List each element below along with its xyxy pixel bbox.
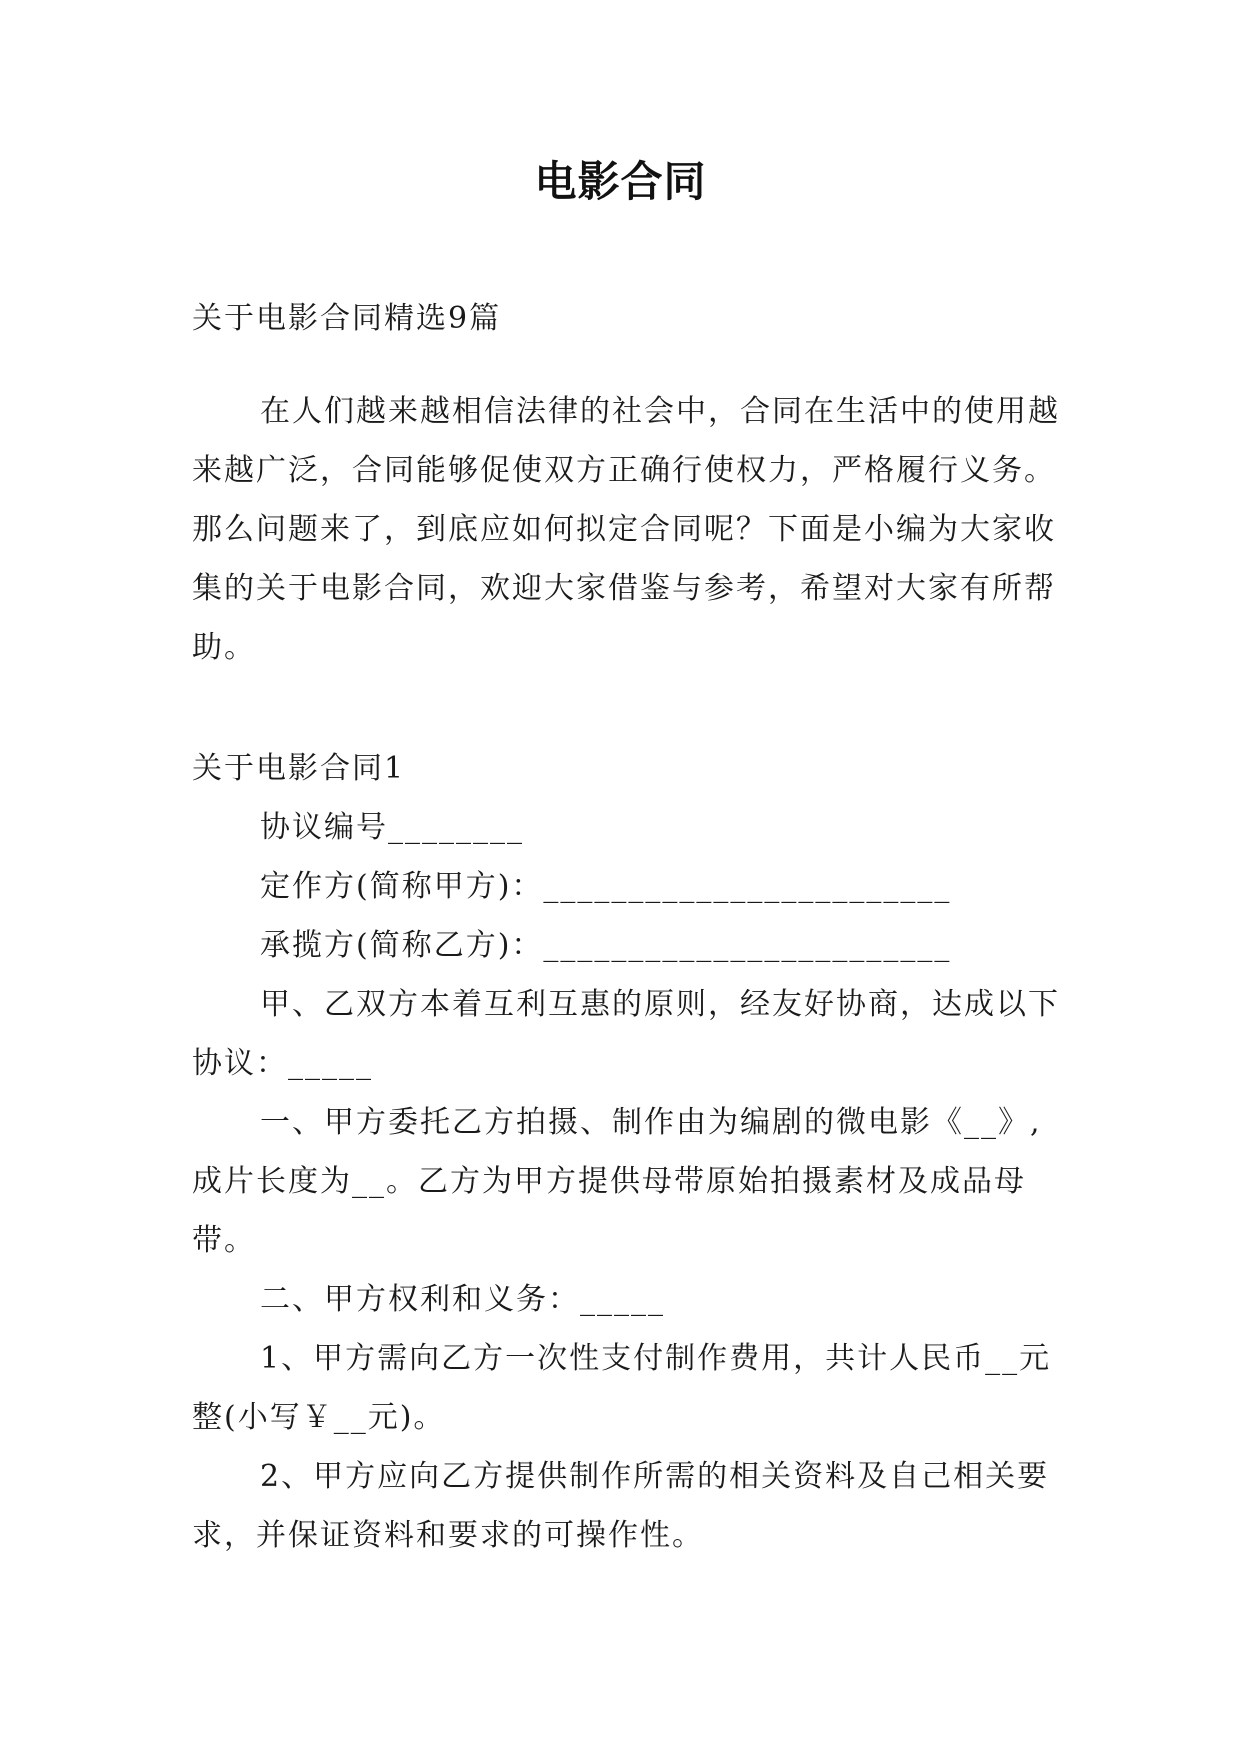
document-title: 电影合同 — [534, 157, 707, 206]
preamble-paragraph: 甲、乙双方本着互利互惠的原则，经友好协商，达成以下协议：_____ — [192, 987, 1060, 1081]
party-a-line: 定作方(简称甲方)：________________________ — [260, 869, 952, 904]
document-body — [192, 289, 1062, 1565]
clause-one-paragraph: 一、甲方委托乙方拍摄、制作由为编剧的微电影《__》,成片长度为__。乙方为甲方提供母带原始拍摄素材及成品母带。 — [192, 1105, 1042, 1258]
clause-two-item-2: 2、甲方应向乙方提供制作所需的相关资料及自己相关要求，并保证资料和要求的可操作性。 — [192, 1459, 1050, 1553]
intro-paragraph: 在人们越来越相信法律的社会中，合同在生活中的使用越来越广泛，合同能够促使双方正确行使权力，严格履行义务。那么问题来了，到底应如何拟定合同呢？下面是小编为大家收集的关于电影合同，欢迎大家借鉴与参考，希望对大家有所帮助。 — [192, 394, 1060, 665]
clause-two-heading: 二、甲方权利和义务：_____ — [260, 1282, 665, 1317]
party-b-line: 承揽方(简称乙方)：________________________ — [260, 928, 952, 963]
clause-two-item-1: 1、甲方需向乙方一次性支付制作费用，共计人民币__元整(小写￥__元)。 — [192, 1341, 1052, 1435]
section-heading: 关于电影合同1 — [192, 751, 406, 786]
agreement-number-line: 协议编号________ — [260, 810, 524, 845]
document-subtitle: 关于电影合同精选9篇 — [192, 301, 502, 336]
